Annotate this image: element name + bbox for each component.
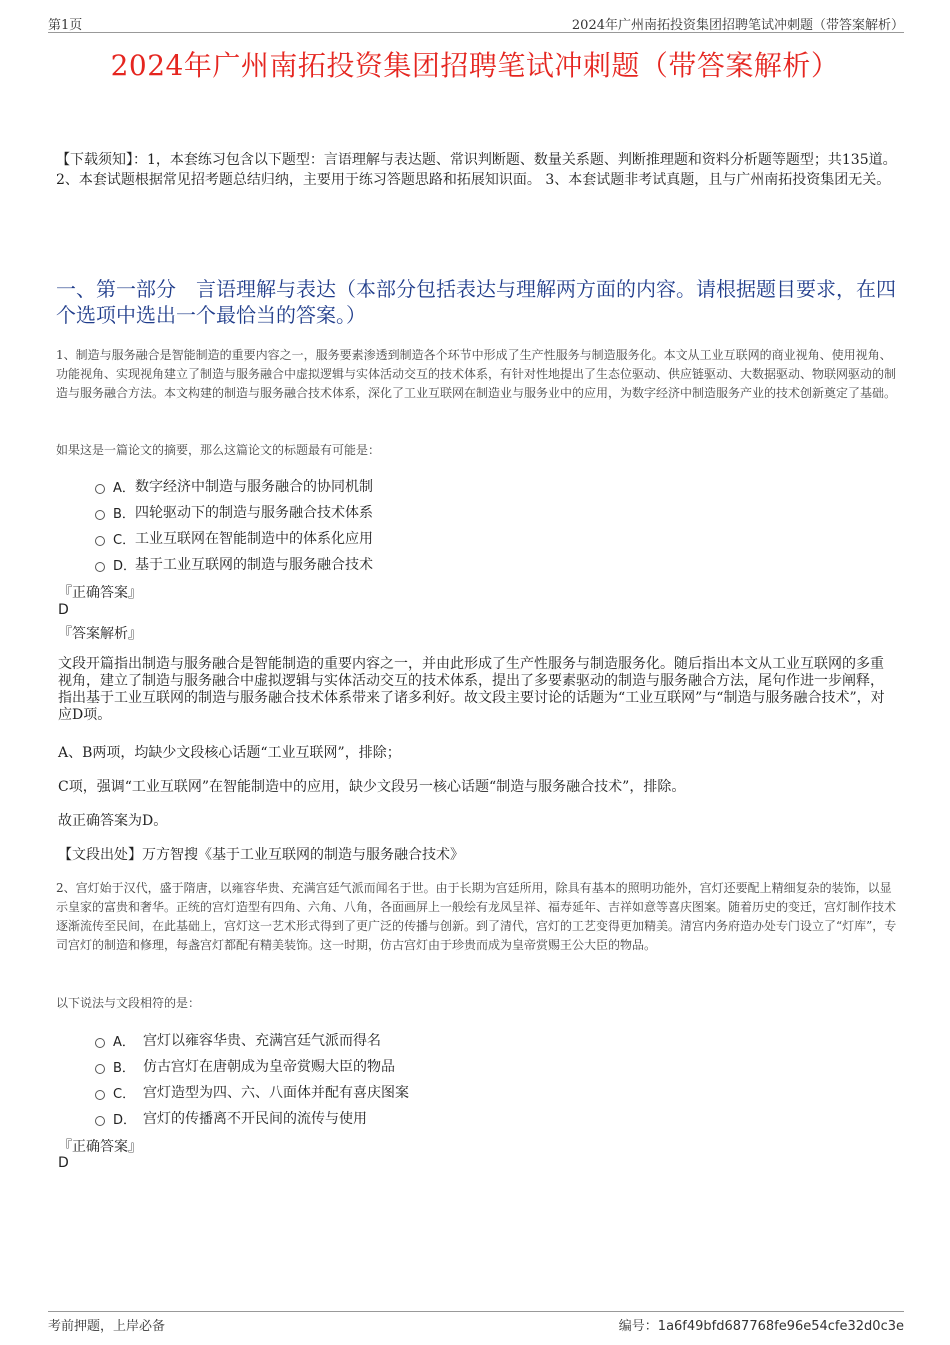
radio-icon[interactable] <box>95 536 105 546</box>
question-1-analysis-c: C项，强调“工业互联网”在智能制造中的应用，缺少文段另一核心话题“制造与服务融合技术”，排除。 <box>58 779 686 795</box>
question-1-option-b[interactable]: B． 四轮驱动下的制造与服务融合技术体系 <box>95 502 373 522</box>
download-notice: 【下载须知】：1，本套练习包含以下题型：言语理解与表达题、常识判断题、数量关系题、判断推理题和资料分析题等题型；共135道。 2、本套试题根据常见招考题总结归纳，主要用于练习答题思路和拓展知识面。 3、本套试题非考试真题，且与广州南拓投资集团无关。 <box>56 152 897 188</box>
question-1-option-a[interactable]: A． 数字经济中制造与服务融合的协同机制 <box>95 476 373 496</box>
footer-slogan: 考前押题，上岸必备 <box>48 1319 166 1334</box>
question-1-option-d[interactable]: D． 基于工业互联网的制造与服务融合技术 <box>95 554 373 574</box>
question-1-analysis-paragraph: 文段开篇指出制造与服务融合是智能制造的重要内容之一，并由此形成了生产性服务与制造服务化。随后指出本文从工业互联网的多重视角，建立了制造与服务融合中虚拟逻辑与实体活动交互的技术体系，提出了多要素驱动的制造与服务融合方法，尾句作进一步阐释，指出基于工业互联网的制造与服务融合技术体系带来了诸多利好。故文段主要讨论的话题为“工业互联网”与“制造与服务融合技术”，对应D项。 <box>58 656 885 723</box>
question-2-option-c[interactable]: C． 宫灯造型为四、六、八面体并配有喜庆图案 <box>95 1082 409 1102</box>
radio-icon[interactable] <box>95 1090 105 1100</box>
question-2-option-b[interactable]: B． 仿古宫灯在唐朝成为皇帝赏赐大臣的物品 <box>95 1056 395 1076</box>
question-1-analysis-conclusion: 故正确答案为D。 <box>58 813 168 829</box>
radio-icon[interactable] <box>95 1038 105 1048</box>
question-1-analysis-label: 『答案解析』 <box>58 626 142 642</box>
header-doc-title: 2024年广州南拓投资集团招聘笔试冲刺题（带答案解析） <box>571 18 904 33</box>
question-2-option-a[interactable]: A． 宫灯以雍容华贵、充满宫廷气派而得名 <box>95 1030 381 1050</box>
page-footer <box>48 1311 904 1332</box>
footer-doc-id: 编号：1a6f49bfd687768fe96e54cfe32d0c3e <box>618 1319 904 1334</box>
question-1-answer-label: 『正确答案』 <box>58 585 142 601</box>
radio-icon[interactable] <box>95 562 105 572</box>
question-1-answer: D <box>58 602 69 618</box>
question-2-stem: 2、宫灯始于汉代，盛于隋唐，以雍容华贵、充满宫廷气派而闻名于世。由于长期为宫廷所用，除具有基本的照明功能外，宫灯还要配上精细复杂的装饰，以显示皇家的富贵和奢华。正统的宫灯造型有四角、六角、八角，各面画屏上一般绘有龙凤呈祥、福寿延年、吉祥如意等喜庆图案。随着历史的变迁，宫灯制作技术逐渐流传至民间，在此基础上，宫灯这一艺术形式得到了更广泛的传播与创新。到了清代，宫灯的工艺变得更加精美。清宫内务府造办处专门设立了“灯库”，专司宫灯的制造和修理，每盏宫灯都配有精美装饰。这一时期，仿古宫灯由于珍贵而成为皇帝赏赐王公大臣的物品。 <box>56 881 897 952</box>
question-2-answer-label: 『正确答案』 <box>58 1139 142 1155</box>
radio-icon[interactable] <box>95 1064 105 1074</box>
question-2-option-d[interactable]: D． 宫灯的传播离不开民间的流传与使用 <box>95 1108 367 1128</box>
question-1-option-c[interactable]: C． 工业互联网在智能制造中的体系化应用 <box>95 528 373 548</box>
page-header <box>48 14 904 33</box>
question-2-answer: D <box>58 1155 69 1171</box>
radio-icon[interactable] <box>95 484 105 494</box>
page-number: 第1页 <box>48 18 83 33</box>
radio-icon[interactable] <box>95 510 105 520</box>
section-title: 一、第一部分 言语理解与表达（本部分包括表达与理解两方面的内容。请根据题目要求，在四个选项中选出一个最恰当的答案。） <box>56 277 896 327</box>
question-1-stem: 1、制造与服务融合是智能制造的重要内容之一，服务要素渗透到制造各个环节中形成了生产性服务与制造服务化。本文从工业互联网的商业视角、使用视角、功能视角、实现视角建立了制造与服务融合中虚拟逻辑与实体活动交互的技术体系，有针对性地提出了生态位驱动、供应链驱动、大数据驱动、物联网驱动的制造与服务融合方法。本文构建的制造与服务融合技术体系，深化了工业互联网在制造业与服务业中的应用，为数字经济中制造服务产业的技术创新奠定了基础。 <box>56 348 897 400</box>
question-1-prompt: 如果这是一篇论文的摘要，那么这篇论文的标题最有可能是： <box>56 443 381 457</box>
question-1-analysis-ab: A、B两项，均缺少文段核心话题“工业互联网”，排除； <box>58 745 401 761</box>
question-2-prompt: 以下说法与文段相符的是： <box>56 996 201 1010</box>
question-1-source: 【文段出处】万方智搜《基于工业互联网的制造与服务融合技术》 <box>58 847 464 863</box>
document-title: 2024年广州南拓投资集团招聘笔试冲刺题（带答案解析） <box>110 49 840 82</box>
radio-icon[interactable] <box>95 1116 105 1126</box>
